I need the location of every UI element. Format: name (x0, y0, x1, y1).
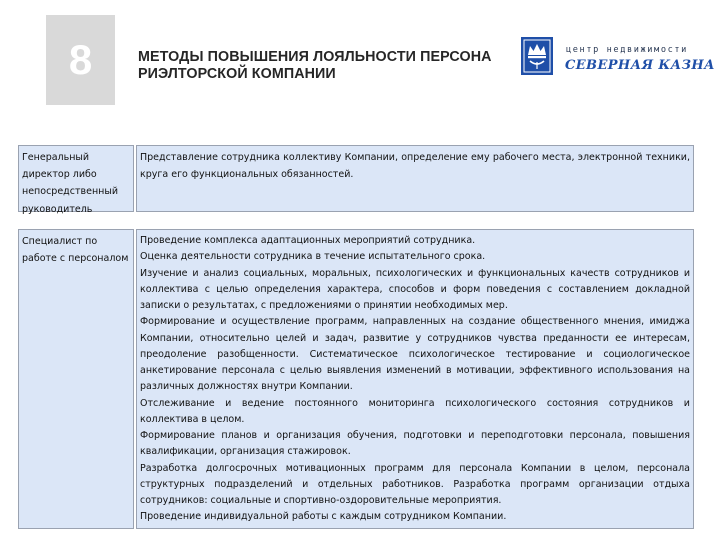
description-paragraph: Оценка деятельности сотрудника в течение испытательного срока. (140, 251, 486, 263)
description-paragraph: Отслеживание и ведение постоянного мониторинга психологического состояния сотрудников и коллектива в целом. (140, 397, 690, 425)
description-paragraph: Проведение индивидуальной работы с каждым сотрудником Компании. (140, 511, 507, 523)
description-paragraph: Изучение и анализ социальных, моральных, психологических и функциональных качеств сотрудников и коллектива с целью определения характера, способов и форм поведения с составлением докладной записки о результатах, с предложениями о принятии необходимых мер. (140, 267, 690, 311)
role-row (18, 145, 694, 215)
page-title-line-2: РИЭЛТОРСКОЙ КОМПАНИИ (138, 66, 336, 82)
description-cell (136, 145, 694, 212)
company-logo (520, 36, 716, 80)
page-title-line-1: МЕТОДЫ ПОВЫШЕНИЯ ЛОЯЛЬНОСТИ ПЕРСОНА (138, 49, 492, 65)
description-cell (136, 229, 694, 529)
slide-number: 8 (46, 15, 115, 105)
description-paragraph: Разработка долгосрочных мотивационных программ для персонала Компании в целом, персонала структурных подразделений и отдельных работников. Разработка программ организации отдыха сотрудников: социальные и спортивно-оздоровительные мероприятия. (140, 462, 690, 506)
role-cell: Специалист по работе с персоналом (18, 229, 134, 529)
role-cell: Генеральный директор либо непосредственный руководитель (18, 145, 134, 212)
logo-brand-name: СЕВЕРНАЯ КАЗНА (565, 58, 716, 73)
description-paragraph: Формирование планов и организация обучения, подготовки и переподготовки персонала, повышения квалификации, организация стажировок. (140, 430, 690, 458)
description-paragraph: Проведение комплекса адаптационных мероприятий сотрудника. (140, 235, 476, 246)
description-paragraph: Формирование и осуществление программ, направленных на создание общественного мнения, имиджа Компании, относительно целей и задач, развитие у сотрудников чувства преданности ее интересам, преодоление разобщенности. Систематическое психологическое тестирование и социологическое анкетирование персонала с целью выявления изменений в мотивации, эффективного использования на различных должностях внутри Компании. (140, 316, 690, 393)
crown-shield-icon (520, 36, 554, 76)
logo-tagline: центр недвижимости (566, 45, 688, 55)
description-paragraph: Представление сотрудника коллективу Компании, определение ему рабочего места, электронной техники, круга его функциональных обязанностей. (140, 152, 690, 181)
role-row (18, 229, 694, 529)
page-title (138, 49, 518, 83)
